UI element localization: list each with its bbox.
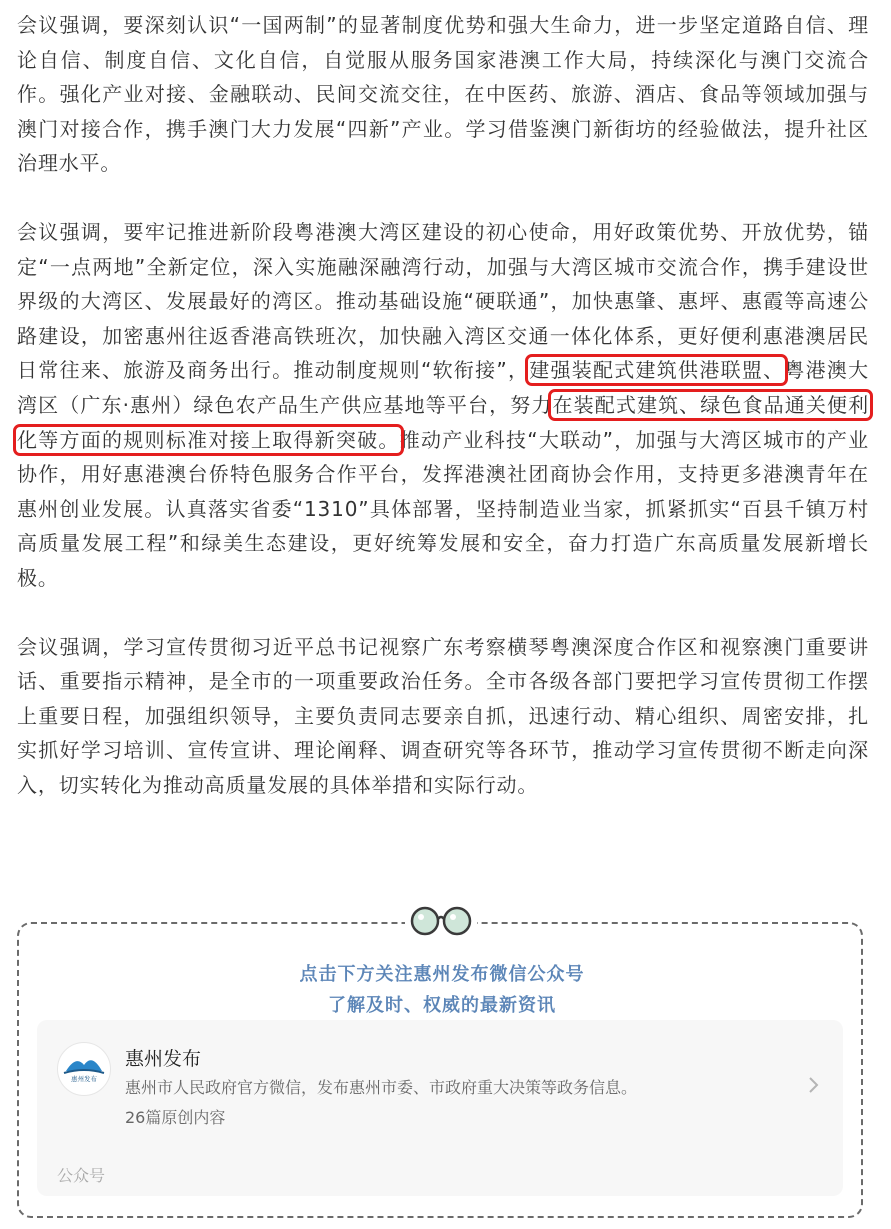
- article-body: [17, 8, 869, 802]
- promo-line-1: 点击下方关注惠州发布微信公众号: [299, 964, 585, 985]
- paragraph-3: 会议强调，学习宣传贯彻习近平总书记视察广东考察横琴粤澳深度合作区和视察澳门重要讲话、重要指示精神，是全市的一项重要政治任务。全市各级各部门要把学习宣传贯彻工作摆上重要日程，加强组织领导，主要负责同志要亲自抓，迅速行动、精心组织、周密安排，扎实抓好学习培训、宣传宣讲、理论阐释、调查研究等各环节，推动学习宣传贯彻不断走向深入，切实转化为推动高质量发展的具体举措和实际行动。: [17, 634, 869, 797]
- paragraph-2-text-a: 会议强调，要牢记推进新阶段粤港澳大湾区建设的初心使命，用好政策优势、开放优势，锚定“一点两地”全新定位，深入实施融深融湾行动，加强与大湾区城市交流合作，携手建设世界级的大湾区、发展最好的湾区。推动基础设施“硬联通”，加快惠肇、惠坪、惠霞等高速公路建设，加密惠州往返香港高铁班次，加快融入湾区交通一体化体系，更好便利惠港澳居民日常往来、旅游及商务出行。推动制度规则“软衔接”，: [17, 219, 869, 383]
- account-type-label: 公众号: [57, 1166, 106, 1185]
- account-description: 惠州市人民政府官方微信，发布惠州市委、市政府重大决策等政务信息。: [125, 1078, 638, 1097]
- paragraph-2-text-mid: 粤港澳大湾区（广东·惠州）绿色农产品生产供应基地等平台，努力: [17, 358, 869, 417]
- account-name: 惠州发布: [125, 1048, 202, 1070]
- paragraph-2-text-b: 推动产业科技“大联动”，加强与大湾区城市的产业协作，用好惠港澳台侨特色服务合作平台，发挥港澳社团商协会作用，支持更多港澳青年在惠州创业发展。认真落实省委“1310”具体部署，坚持制造业当家，抓紧抓实“百县千镇万村高质量发展工程”和绿美生态建设，更好统筹发展和安全，奋力打造广东高质量发展新增长极。: [17, 427, 869, 590]
- promo-line-2: 了解及时、权威的最新资讯: [328, 995, 556, 1016]
- highlight-box-1: 建强装配式建筑供港联盟、: [529, 358, 785, 383]
- paragraph-2: [17, 215, 869, 596]
- highlight-box-2: 在装配式建筑、绿色食品通关便利化等方面的规则标准对接上取得新突破。: [17, 392, 869, 452]
- svg-text:惠州发布: 惠州发布: [71, 1075, 97, 1083]
- paragraph-1: 会议强调，要深刻认识“一国两制”的显著制度优势和强大生命力，进一步坚定道路自信、理论自信、制度自信、文化自信，自觉服从服务国家港澳工作大局，持续深化与澳门交流合作。强化产业对接、金融联动、民间交流交往，在中医药、旅游、酒店、食品等领域加强与澳门对接合作，携手澳门大力发展“四新”产业。学习借鉴澳门新街坊的经验做法，提升社区治理水平。: [17, 13, 869, 176]
- glasses-icon: [405, 903, 477, 939]
- original-count: 26篇原创内容: [125, 1108, 226, 1127]
- official-account-card[interactable]: [37, 1020, 843, 1196]
- chevron-right-icon: [807, 1075, 821, 1095]
- account-avatar: [57, 1042, 111, 1096]
